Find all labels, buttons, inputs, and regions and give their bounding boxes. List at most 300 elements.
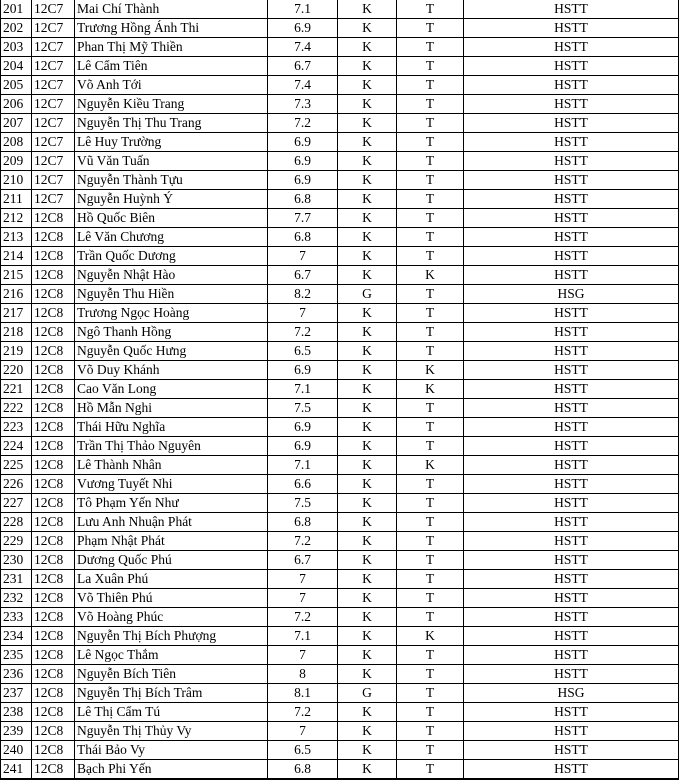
student-name-cell: Nguyễn Bích Tiên	[75, 665, 268, 684]
result-cell: HSTT	[464, 95, 679, 114]
average-score-cell: 7	[268, 722, 338, 741]
study-grade-cell: T	[397, 703, 464, 722]
average-score-cell: 7	[268, 570, 338, 589]
table-row	[1, 57, 679, 76]
result-cell: HSTT	[464, 57, 679, 76]
study-grade-cell: T	[397, 114, 464, 133]
average-score-cell: 7.7	[268, 209, 338, 228]
result-cell: HSTT	[464, 209, 679, 228]
class-cell: 12C8	[32, 475, 75, 494]
study-grade-cell: T	[397, 190, 464, 209]
result-cell: HSTT	[464, 722, 679, 741]
table-row	[1, 190, 679, 209]
class-cell: 12C7	[32, 95, 75, 114]
row-number-cell: 217	[1, 304, 32, 323]
result-cell: HSTT	[464, 418, 679, 437]
average-score-cell: 7.1	[268, 380, 338, 399]
result-cell: HSTT	[464, 399, 679, 418]
conduct-grade-cell: K	[338, 589, 397, 608]
row-number-cell: 205	[1, 76, 32, 95]
conduct-grade-cell: K	[338, 551, 397, 570]
student-name-cell: Võ Anh Tới	[75, 76, 268, 95]
class-cell: 12C8	[32, 703, 75, 722]
average-score-cell: 6.8	[268, 228, 338, 247]
class-cell: 12C8	[32, 304, 75, 323]
table-body	[1, 0, 679, 779]
study-grade-cell: T	[397, 171, 464, 190]
result-cell: HSTT	[464, 703, 679, 722]
result-cell: HSTT	[464, 608, 679, 627]
result-cell: HSTT	[464, 646, 679, 665]
conduct-grade-cell: K	[338, 437, 397, 456]
row-number-cell: 231	[1, 570, 32, 589]
class-cell: 12C8	[32, 323, 75, 342]
class-cell: 12C8	[32, 494, 75, 513]
table-row	[1, 551, 679, 570]
row-number-cell: 223	[1, 418, 32, 437]
row-number-cell: 209	[1, 152, 32, 171]
result-cell: HSTT	[464, 760, 679, 780]
class-cell: 12C8	[32, 646, 75, 665]
student-name-cell: Trần Thị Thảo Nguyên	[75, 437, 268, 456]
row-number-cell: 234	[1, 627, 32, 646]
study-grade-cell: T	[397, 285, 464, 304]
class-cell: 12C8	[32, 627, 75, 646]
class-cell: 12C8	[32, 684, 75, 703]
row-number-cell: 203	[1, 38, 32, 57]
student-name-cell: Võ Duy Khánh	[75, 361, 268, 380]
student-name-cell: Nguyễn Thị Bích Phượng	[75, 627, 268, 646]
study-grade-cell: T	[397, 57, 464, 76]
average-score-cell: 6.8	[268, 760, 338, 780]
student-name-cell: Thái Bảo Vy	[75, 741, 268, 760]
row-number-cell: 238	[1, 703, 32, 722]
result-cell: HSTT	[464, 228, 679, 247]
conduct-grade-cell: K	[338, 228, 397, 247]
row-number-cell: 222	[1, 399, 32, 418]
average-score-cell: 7.5	[268, 399, 338, 418]
result-cell: HSTT	[464, 437, 679, 456]
average-score-cell: 6.7	[268, 551, 338, 570]
class-cell: 12C8	[32, 247, 75, 266]
class-cell: 12C8	[32, 285, 75, 304]
average-score-cell: 7.2	[268, 703, 338, 722]
result-cell: HSG	[464, 684, 679, 703]
study-grade-cell: T	[397, 570, 464, 589]
student-name-cell: Nguyễn Thành Tựu	[75, 171, 268, 190]
average-score-cell: 8	[268, 665, 338, 684]
result-cell: HSTT	[464, 152, 679, 171]
student-name-cell: Tô Phạm Yến Như	[75, 494, 268, 513]
conduct-grade-cell: K	[338, 133, 397, 152]
average-score-cell: 6.9	[268, 152, 338, 171]
result-cell: HSTT	[464, 304, 679, 323]
student-name-cell: Nguyễn Kiều Trang	[75, 95, 268, 114]
study-grade-cell: T	[397, 209, 464, 228]
student-name-cell: Vương Tuyết Nhi	[75, 475, 268, 494]
student-name-cell: Phạm Nhật Phát	[75, 532, 268, 551]
table-row	[1, 703, 679, 722]
row-number-cell: 206	[1, 95, 32, 114]
average-score-cell: 7.2	[268, 608, 338, 627]
table-row	[1, 475, 679, 494]
table-row	[1, 285, 679, 304]
student-name-cell: Lê Ngọc Thắm	[75, 646, 268, 665]
conduct-grade-cell: K	[338, 114, 397, 133]
result-cell: HSTT	[464, 570, 679, 589]
class-cell: 12C8	[32, 437, 75, 456]
student-name-cell: Nguyễn Thị Bích Trâm	[75, 684, 268, 703]
table-row	[1, 532, 679, 551]
class-cell: 12C8	[32, 418, 75, 437]
result-cell: HSTT	[464, 494, 679, 513]
row-number-cell: 241	[1, 760, 32, 780]
student-name-cell: Mai Chí Thành	[75, 0, 268, 19]
class-cell: 12C8	[32, 266, 75, 285]
row-number-cell: 220	[1, 361, 32, 380]
study-grade-cell: T	[397, 76, 464, 95]
conduct-grade-cell: K	[338, 171, 397, 190]
row-number-cell: 211	[1, 190, 32, 209]
class-cell: 12C8	[32, 228, 75, 247]
student-name-cell: Nguyễn Huỳnh Ý	[75, 190, 268, 209]
class-cell: 12C8	[32, 513, 75, 532]
row-number-cell: 221	[1, 380, 32, 399]
conduct-grade-cell: K	[338, 399, 397, 418]
average-score-cell: 6.8	[268, 190, 338, 209]
table-row	[1, 608, 679, 627]
study-grade-cell: T	[397, 304, 464, 323]
class-cell: 12C8	[32, 741, 75, 760]
study-grade-cell: T	[397, 418, 464, 437]
class-cell: 12C8	[32, 608, 75, 627]
row-number-cell: 235	[1, 646, 32, 665]
average-score-cell: 6.7	[268, 57, 338, 76]
table-row	[1, 646, 679, 665]
average-score-cell: 7.1	[268, 0, 338, 19]
row-number-cell: 216	[1, 285, 32, 304]
row-number-cell: 214	[1, 247, 32, 266]
student-name-cell: Bạch Phi Yến	[75, 760, 268, 780]
row-number-cell: 228	[1, 513, 32, 532]
study-grade-cell: T	[397, 684, 464, 703]
row-number-cell: 208	[1, 133, 32, 152]
result-cell: HSTT	[464, 665, 679, 684]
row-number-cell: 201	[1, 0, 32, 19]
conduct-grade-cell: K	[338, 380, 397, 399]
study-grade-cell: K	[397, 266, 464, 285]
row-number-cell: 226	[1, 475, 32, 494]
conduct-grade-cell: K	[338, 665, 397, 684]
row-number-cell: 212	[1, 209, 32, 228]
study-grade-cell: T	[397, 608, 464, 627]
result-cell: HSTT	[464, 0, 679, 19]
conduct-grade-cell: K	[338, 57, 397, 76]
study-grade-cell: T	[397, 0, 464, 19]
conduct-grade-cell: K	[338, 722, 397, 741]
class-cell: 12C7	[32, 190, 75, 209]
class-cell: 12C8	[32, 532, 75, 551]
study-grade-cell: T	[397, 665, 464, 684]
student-name-cell: Trương Ngọc Hoàng	[75, 304, 268, 323]
table-row	[1, 266, 679, 285]
conduct-grade-cell: K	[338, 513, 397, 532]
row-number-cell: 240	[1, 741, 32, 760]
average-score-cell: 6.6	[268, 475, 338, 494]
conduct-grade-cell: K	[338, 209, 397, 228]
class-cell: 12C7	[32, 152, 75, 171]
result-cell: HSTT	[464, 342, 679, 361]
study-grade-cell: T	[397, 228, 464, 247]
average-score-cell: 7.1	[268, 627, 338, 646]
student-name-cell: Trương Hồng Ánh Thi	[75, 19, 268, 38]
row-number-cell: 202	[1, 19, 32, 38]
student-name-cell: La Xuân Phú	[75, 570, 268, 589]
average-score-cell: 6.9	[268, 361, 338, 380]
student-name-cell: Lê Huy Trường	[75, 133, 268, 152]
average-score-cell: 6.9	[268, 19, 338, 38]
result-cell: HSTT	[464, 513, 679, 532]
result-cell: HSTT	[464, 19, 679, 38]
study-grade-cell: T	[397, 399, 464, 418]
class-cell: 12C7	[32, 76, 75, 95]
class-cell: 12C8	[32, 665, 75, 684]
conduct-grade-cell: K	[338, 608, 397, 627]
conduct-grade-cell: K	[338, 456, 397, 475]
conduct-grade-cell: G	[338, 684, 397, 703]
class-cell: 12C8	[32, 589, 75, 608]
table-row	[1, 513, 679, 532]
average-score-cell: 7.4	[268, 38, 338, 57]
table-row	[1, 209, 679, 228]
study-grade-cell: K	[397, 627, 464, 646]
table-row	[1, 228, 679, 247]
class-cell: 12C7	[32, 19, 75, 38]
study-grade-cell: T	[397, 551, 464, 570]
conduct-grade-cell: G	[338, 285, 397, 304]
study-grade-cell: T	[397, 133, 464, 152]
class-cell: 12C8	[32, 399, 75, 418]
student-name-cell: Cao Văn Long	[75, 380, 268, 399]
average-score-cell: 7	[268, 589, 338, 608]
class-cell: 12C8	[32, 760, 75, 780]
result-cell: HSTT	[464, 114, 679, 133]
row-number-cell: 239	[1, 722, 32, 741]
study-grade-cell: T	[397, 589, 464, 608]
table-row	[1, 247, 679, 266]
student-name-cell: Lê Văn Chương	[75, 228, 268, 247]
result-cell: HSTT	[464, 380, 679, 399]
table-row	[1, 684, 679, 703]
student-name-cell: Lê Cẩm Tiên	[75, 57, 268, 76]
conduct-grade-cell: K	[338, 418, 397, 437]
result-cell: HSTT	[464, 475, 679, 494]
average-score-cell: 7.2	[268, 323, 338, 342]
result-cell: HSTT	[464, 76, 679, 95]
study-grade-cell: T	[397, 437, 464, 456]
row-number-cell: 229	[1, 532, 32, 551]
class-cell: 12C8	[32, 342, 75, 361]
table-row	[1, 494, 679, 513]
average-score-cell: 7.2	[268, 114, 338, 133]
result-cell: HSTT	[464, 551, 679, 570]
class-cell: 12C8	[32, 380, 75, 399]
average-score-cell: 8.1	[268, 684, 338, 703]
student-name-cell: Lê Thị Cẩm Tú	[75, 703, 268, 722]
conduct-grade-cell: K	[338, 627, 397, 646]
conduct-grade-cell: K	[338, 95, 397, 114]
average-score-cell: 7	[268, 304, 338, 323]
result-cell: HSTT	[464, 589, 679, 608]
row-number-cell: 207	[1, 114, 32, 133]
table-row	[1, 741, 679, 760]
average-score-cell: 7.4	[268, 76, 338, 95]
table-row	[1, 171, 679, 190]
class-cell: 12C7	[32, 0, 75, 19]
study-grade-cell: T	[397, 247, 464, 266]
result-cell: HSTT	[464, 741, 679, 760]
conduct-grade-cell: K	[338, 76, 397, 95]
row-number-cell: 230	[1, 551, 32, 570]
student-name-cell: Dương Quốc Phú	[75, 551, 268, 570]
table-row	[1, 722, 679, 741]
conduct-grade-cell: K	[338, 304, 397, 323]
class-cell: 12C8	[32, 551, 75, 570]
average-score-cell: 6.9	[268, 437, 338, 456]
table-row	[1, 19, 679, 38]
conduct-grade-cell: K	[338, 361, 397, 380]
student-name-cell: Trần Quốc Dương	[75, 247, 268, 266]
student-name-cell: Nguyễn Quốc Hưng	[75, 342, 268, 361]
student-name-cell: Nguyễn Nhật Hào	[75, 266, 268, 285]
table-row	[1, 152, 679, 171]
study-grade-cell: T	[397, 646, 464, 665]
result-cell: HSTT	[464, 171, 679, 190]
conduct-grade-cell: K	[338, 475, 397, 494]
result-cell: HSTT	[464, 456, 679, 475]
study-grade-cell: T	[397, 152, 464, 171]
row-number-cell: 227	[1, 494, 32, 513]
row-number-cell: 225	[1, 456, 32, 475]
conduct-grade-cell: K	[338, 494, 397, 513]
conduct-grade-cell: K	[338, 703, 397, 722]
result-cell: HSTT	[464, 247, 679, 266]
table-row	[1, 399, 679, 418]
table-row	[1, 0, 679, 19]
study-grade-cell: T	[397, 513, 464, 532]
conduct-grade-cell: K	[338, 741, 397, 760]
conduct-grade-cell: K	[338, 323, 397, 342]
conduct-grade-cell: K	[338, 570, 397, 589]
row-number-cell: 218	[1, 323, 32, 342]
conduct-grade-cell: K	[338, 190, 397, 209]
student-name-cell: Phan Thị Mỹ Thiền	[75, 38, 268, 57]
class-cell: 12C7	[32, 38, 75, 57]
row-number-cell: 219	[1, 342, 32, 361]
conduct-grade-cell: K	[338, 0, 397, 19]
study-grade-cell: T	[397, 760, 464, 780]
student-name-cell: Hồ Quốc Biên	[75, 209, 268, 228]
average-score-cell: 6.9	[268, 171, 338, 190]
row-number-cell: 224	[1, 437, 32, 456]
row-number-cell: 232	[1, 589, 32, 608]
row-number-cell: 236	[1, 665, 32, 684]
study-grade-cell: T	[397, 741, 464, 760]
row-number-cell: 233	[1, 608, 32, 627]
average-score-cell: 6.5	[268, 741, 338, 760]
conduct-grade-cell: K	[338, 38, 397, 57]
result-cell: HSTT	[464, 323, 679, 342]
student-name-cell: Võ Hoàng Phúc	[75, 608, 268, 627]
conduct-grade-cell: K	[338, 646, 397, 665]
student-name-cell: Nguyễn Thị Thủy Vy	[75, 722, 268, 741]
conduct-grade-cell: K	[338, 266, 397, 285]
table-row	[1, 114, 679, 133]
table-row	[1, 38, 679, 57]
study-grade-cell: T	[397, 38, 464, 57]
row-number-cell: 213	[1, 228, 32, 247]
table-row	[1, 380, 679, 399]
table-row	[1, 418, 679, 437]
row-number-cell: 237	[1, 684, 32, 703]
class-cell: 12C8	[32, 209, 75, 228]
average-score-cell: 6.9	[268, 418, 338, 437]
study-grade-cell: T	[397, 19, 464, 38]
average-score-cell: 7	[268, 247, 338, 266]
student-name-cell: Lê Thành Nhân	[75, 456, 268, 475]
result-cell: HSTT	[464, 190, 679, 209]
class-cell: 12C8	[32, 456, 75, 475]
table-row	[1, 133, 679, 152]
conduct-grade-cell: K	[338, 247, 397, 266]
study-grade-cell: T	[397, 475, 464, 494]
student-name-cell: Lưu Anh Nhuận Phát	[75, 513, 268, 532]
conduct-grade-cell: K	[338, 532, 397, 551]
result-cell: HSTT	[464, 133, 679, 152]
table-row	[1, 760, 679, 780]
class-cell: 12C7	[32, 171, 75, 190]
conduct-grade-cell: K	[338, 342, 397, 361]
student-name-cell: Ngô Thanh Hồng	[75, 323, 268, 342]
average-score-cell: 6.7	[268, 266, 338, 285]
table-row	[1, 323, 679, 342]
average-score-cell: 6.9	[268, 133, 338, 152]
table-row	[1, 665, 679, 684]
average-score-cell: 6.8	[268, 513, 338, 532]
study-grade-cell: K	[397, 361, 464, 380]
table-row	[1, 95, 679, 114]
average-score-cell: 7	[268, 646, 338, 665]
student-name-cell: Nguyễn Thu Hiền	[75, 285, 268, 304]
class-cell: 12C8	[32, 361, 75, 380]
conduct-grade-cell: K	[338, 19, 397, 38]
table-row	[1, 589, 679, 608]
class-cell: 12C7	[32, 114, 75, 133]
conduct-grade-cell: K	[338, 152, 397, 171]
table-row	[1, 342, 679, 361]
average-score-cell: 7.3	[268, 95, 338, 114]
class-cell: 12C7	[32, 57, 75, 76]
average-score-cell: 8.2	[268, 285, 338, 304]
result-cell: HSG	[464, 285, 679, 304]
table-row	[1, 627, 679, 646]
study-grade-cell: T	[397, 342, 464, 361]
student-name-cell: Hồ Mẫn Nghi	[75, 399, 268, 418]
study-grade-cell: T	[397, 494, 464, 513]
conduct-grade-cell: K	[338, 760, 397, 780]
study-grade-cell: T	[397, 323, 464, 342]
result-cell: HSTT	[464, 38, 679, 57]
